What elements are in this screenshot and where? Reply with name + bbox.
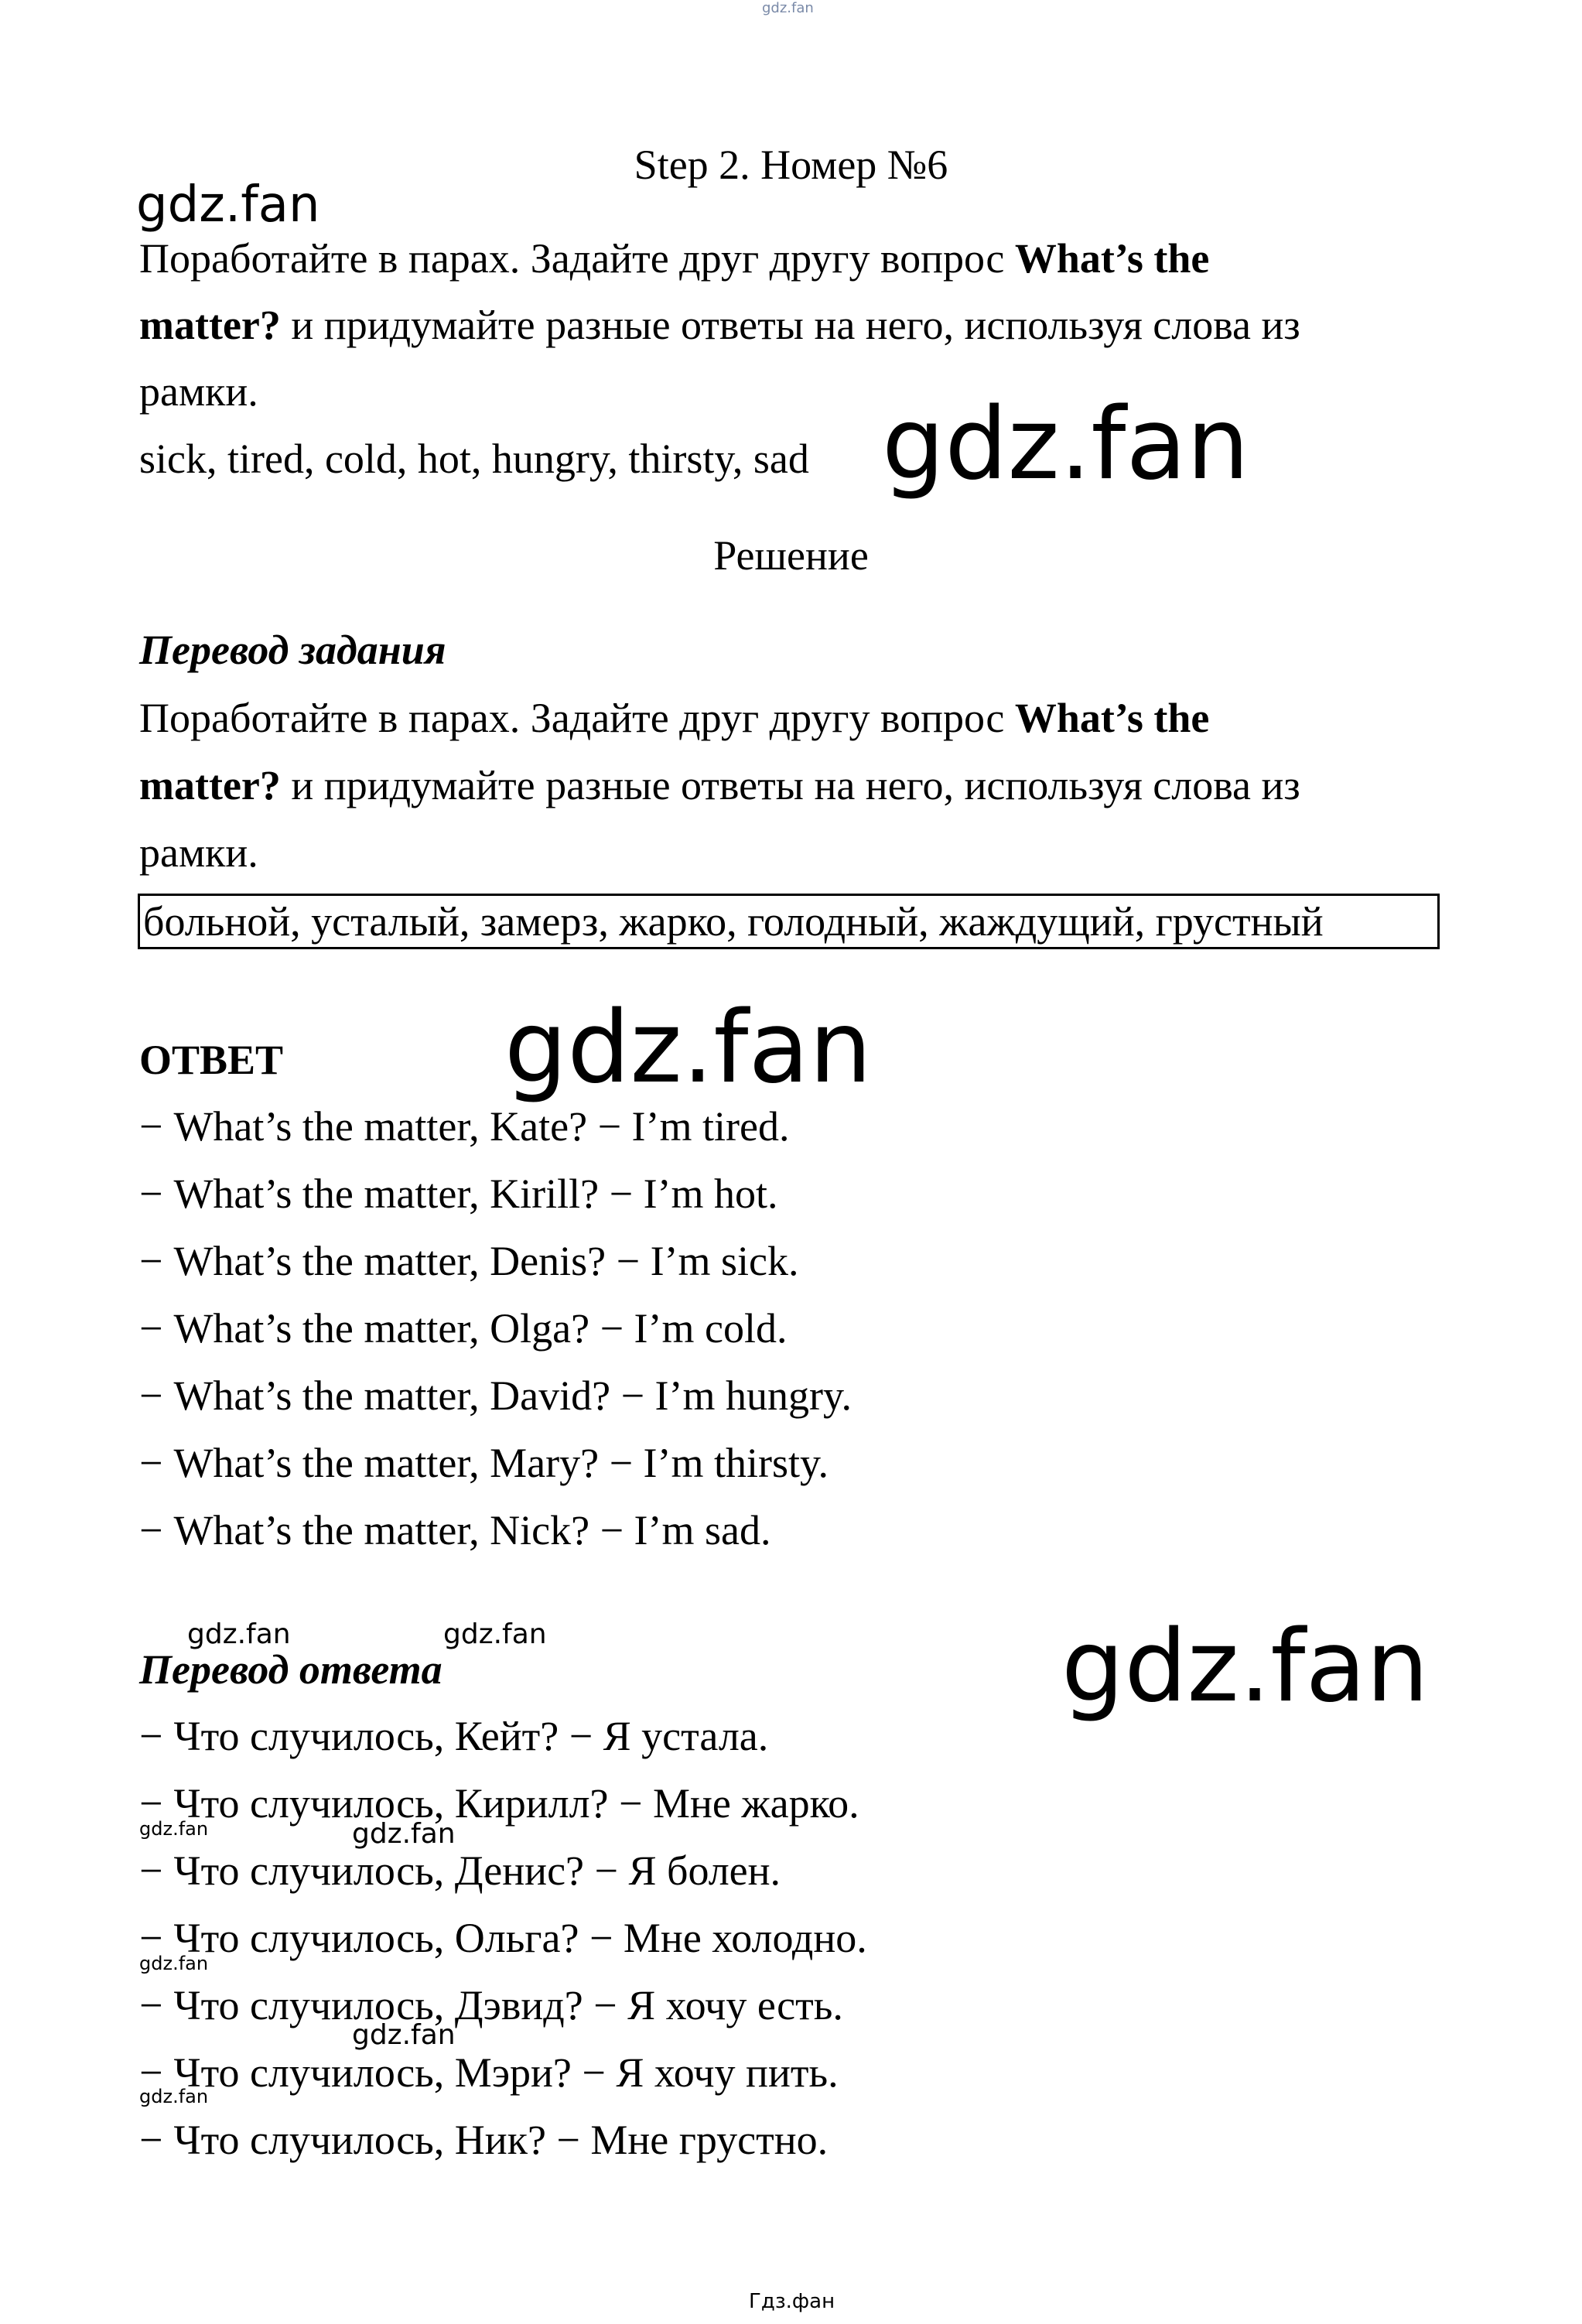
answer-line: − What’s the matter, Denis? − I’m sick.: [139, 1238, 799, 1284]
watermark-large-3: gdz.fan: [1061, 1609, 1429, 1724]
answer-translation-line: − Что случилось, Ольга? − Мне холодно.: [139, 1915, 867, 1961]
solution-label: Решение: [713, 532, 869, 579]
answer-translation-line: − Что случилось, Ник? − Мне грустно.: [139, 2117, 829, 2163]
answer-line: − What’s the matter, Nick? − I’m sad.: [139, 1507, 771, 1553]
watermark-small-2: gdz.fan: [443, 1618, 547, 1650]
task-line-2: matter? и придумайте разные ответы на него, используя слова из: [139, 302, 1300, 348]
task-line-1: Поработайте в парах. Задайте друг другу вопрос What’s the: [139, 235, 1210, 282]
answer-line: − What’s the matter, Kate? − I’m tired.: [139, 1103, 790, 1150]
watermark-large-1: gdz.fan: [882, 387, 1249, 502]
watermark-margin-3: gdz.fan: [139, 2086, 209, 2107]
watermark-margin-1: gdz.fan: [139, 1818, 209, 1840]
watermark-mid-1: gdz.fan: [352, 1818, 456, 1850]
watermark-small-1: gdz.fan: [187, 1618, 291, 1650]
answer-translation-line: − Что случилось, Кирилл? − Мне жарко.: [139, 1780, 859, 1827]
watermark-margin-2: gdz.fan: [139, 1953, 209, 1974]
answer-translation-line: − Что случилось, Денис? − Я болен.: [139, 1847, 781, 1894]
translation-line-3: рамки.: [139, 829, 258, 876]
watermark-mid-2: gdz.fan: [352, 2019, 456, 2051]
task-word-list: sick, tired, cold, hot, hungry, thirsty, sad: [139, 436, 809, 482]
answer-translation-line: − Что случилось, Дэвид? − Я хочу есть.: [139, 1982, 843, 2028]
answer-heading: ОТВЕТ: [139, 1037, 284, 1083]
task-line-3: рамки.: [139, 368, 258, 415]
footer-watermark: Гдз.фан: [749, 2290, 835, 2313]
answer-translation-line: − Что случилось, Кейт? − Я устала.: [139, 1713, 769, 1759]
page-title: Step 2. Номер №6: [634, 142, 948, 188]
watermark-large-2: gdz.fan: [504, 990, 872, 1106]
answer-line: − What’s the matter, Olga? − I’m cold.: [139, 1305, 788, 1352]
translation-word-box: больной, усталый, замерз, жарко, голодный, жаждущий, грустный: [138, 894, 1440, 949]
answer-translation-line: − Что случилось, Мэри? − Я хочу пить.: [139, 2049, 839, 2096]
answer-line: − What’s the matter, Kirill? − I’m hot.: [139, 1171, 778, 1217]
answer-translation-heading: Перевод ответа: [139, 1646, 442, 1693]
translation-line-1: Поработайте в парах. Задайте друг другу вопрос What’s the: [139, 695, 1210, 741]
answer-line: − What’s the matter, David? − I’m hungry.: [139, 1372, 852, 1419]
watermark-header: gdz.fan: [136, 176, 320, 234]
translation-line-2: matter? и придумайте разные ответы на него, используя слова из: [139, 762, 1300, 808]
watermark-top: gdz.fan: [762, 0, 814, 16]
answer-line: − What’s the matter, Mary? − I’m thirsty.: [139, 1440, 829, 1486]
translation-heading: Перевод задания: [139, 627, 446, 673]
